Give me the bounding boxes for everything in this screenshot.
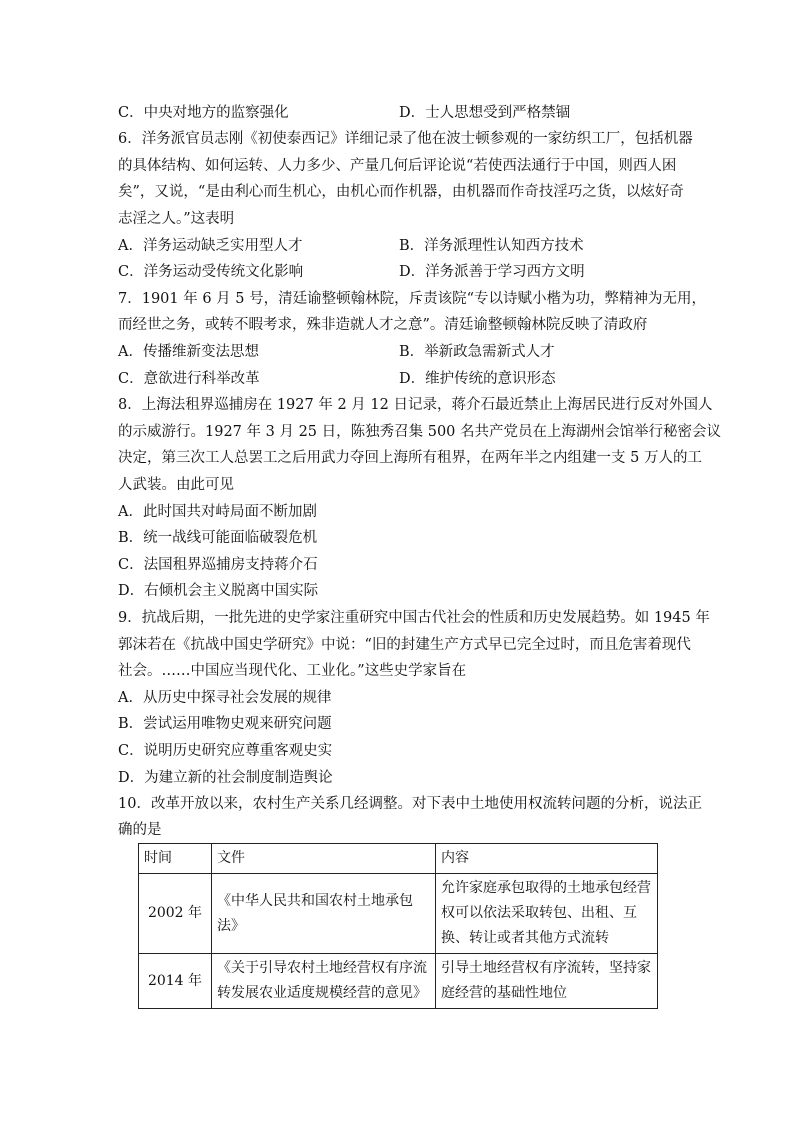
question-6-text: 6．洋务派官员志刚《初使泰西记》详细记录了他在波士顿参观的一家纺织工厂，包括机器	[118, 131, 693, 147]
option: D．维护传统的意识形态	[399, 371, 556, 387]
question-8-text: 人武装。由此可见	[118, 477, 234, 493]
land-policy-table	[138, 843, 658, 1009]
option-row	[118, 236, 678, 256]
table-cell-content: 允许家庭承包取得的土地承包经营权可以依法采取转包、出租、互换、转让或者其他方式流转	[436, 874, 658, 954]
option: C．洋务运动受传统文化影响	[118, 264, 304, 280]
question-10-text: 10．改革开放以来，农村生产关系几经调整。对下表中土地使用权流转问题的分析，说法正	[118, 796, 702, 812]
option: D．为建立新的社会制度制造舆论	[118, 770, 333, 786]
option: A．传播维新变法思想	[118, 344, 259, 360]
table-cell-time: 2002 年	[139, 874, 212, 954]
option: C．意欲进行科举改革	[118, 371, 260, 387]
table-cell-content: 引导土地经营权有序流转，坚持家庭经营的基础性地位	[436, 954, 658, 1009]
question-6-text: 矣”，又说，“是由利心而生机心，由机心而作机器，由机器而作奇技淫巧之货，以炫好奇	[118, 184, 684, 200]
option: B．统一战线可能面临破裂危机	[118, 530, 318, 546]
table-header-row	[139, 844, 658, 874]
table-cell-doc: 《中华人民共和国农村土地承包法》	[212, 874, 436, 954]
option: B．举新政急需新式人才	[399, 344, 555, 360]
option: A．洋务运动缺乏实用型人才	[118, 238, 303, 254]
option: C．法国租界巡捕房支持蒋介石	[118, 557, 318, 573]
option: D．士人思想受到严格禁锢	[399, 105, 571, 121]
option: A．从历史中探寻社会发展的规律	[118, 690, 332, 706]
question-8-text: 决定，第三次工人总罢工之后用武力夺回上海所有租界，在两年半之内组建一支 5 万人的工	[118, 450, 702, 466]
table-header-cell: 文件	[212, 844, 436, 874]
table-header-cell: 内容	[436, 844, 658, 874]
table-cell-doc: 《关于引导农村土地经营权有序流转发展农业适度规模经营的意见》	[212, 954, 436, 1009]
option: B．尝试运用唯物史观来研究问题	[118, 716, 332, 732]
question-9-text: 郭沫若在《抗战中国史学研究》中说：“旧的封建生产方式早已完全过时，而且危害着现代	[118, 637, 691, 653]
question-7-text: 而经世之务，或转不暇考求，殊非造就人才之意”。清廷谕整顿翰林院反映了清政府	[118, 317, 648, 333]
option-row	[118, 103, 678, 123]
option: D．洋务派善于学习西方文明	[399, 264, 585, 280]
table-row	[139, 954, 658, 1009]
option: B．洋务派理性认知西方技术	[399, 238, 584, 254]
table-cell-time: 2014 年	[139, 954, 212, 1009]
question-9-text: 9．抗战后期，一批先进的史学家注重研究中国古代社会的性质和历史发展趋势。如 1945 年	[118, 610, 710, 626]
question-8-text: 8．上海法租界巡捕房在 1927 年 2 月 12 日记录，蒋介石最近禁止上海居民进行反对外国人	[118, 397, 713, 413]
question-6-text: 志淫之人。”这表明	[118, 211, 235, 227]
option: A．此时国共对峙局面不断加剧	[118, 504, 317, 520]
option: D．右倾机会主义脱离中国实际	[118, 583, 319, 599]
question-8-text: 的示威游行。1927 年 3 月 25 日，陈独秀召集 500 名共产党员在上海湖州会馆举行秘密会议	[118, 424, 722, 440]
question-6-text: 的具体结构、如何运转、人力多少、产量几何后评论说“若使西法通行于中国，则西人困	[118, 158, 677, 174]
option-row	[118, 342, 678, 362]
question-7-text: 7．1901 年 6 月 5 号，清廷谕整顿翰林院，斥责该院“专以诗赋小楷为功，弊精神为无用，	[118, 291, 707, 307]
question-10-text: 确的是	[118, 822, 162, 838]
option: C．说明历史研究应尊重客观史实	[118, 743, 333, 759]
table-row	[139, 874, 658, 954]
table-header-cell: 时间	[139, 844, 212, 874]
option: C．中央对地方的监察强化	[118, 105, 289, 121]
option-row	[118, 369, 678, 389]
option-row	[118, 262, 678, 282]
question-9-text: 社会。……中国应当现代化、工业化。”这些史学家旨在	[118, 663, 467, 679]
